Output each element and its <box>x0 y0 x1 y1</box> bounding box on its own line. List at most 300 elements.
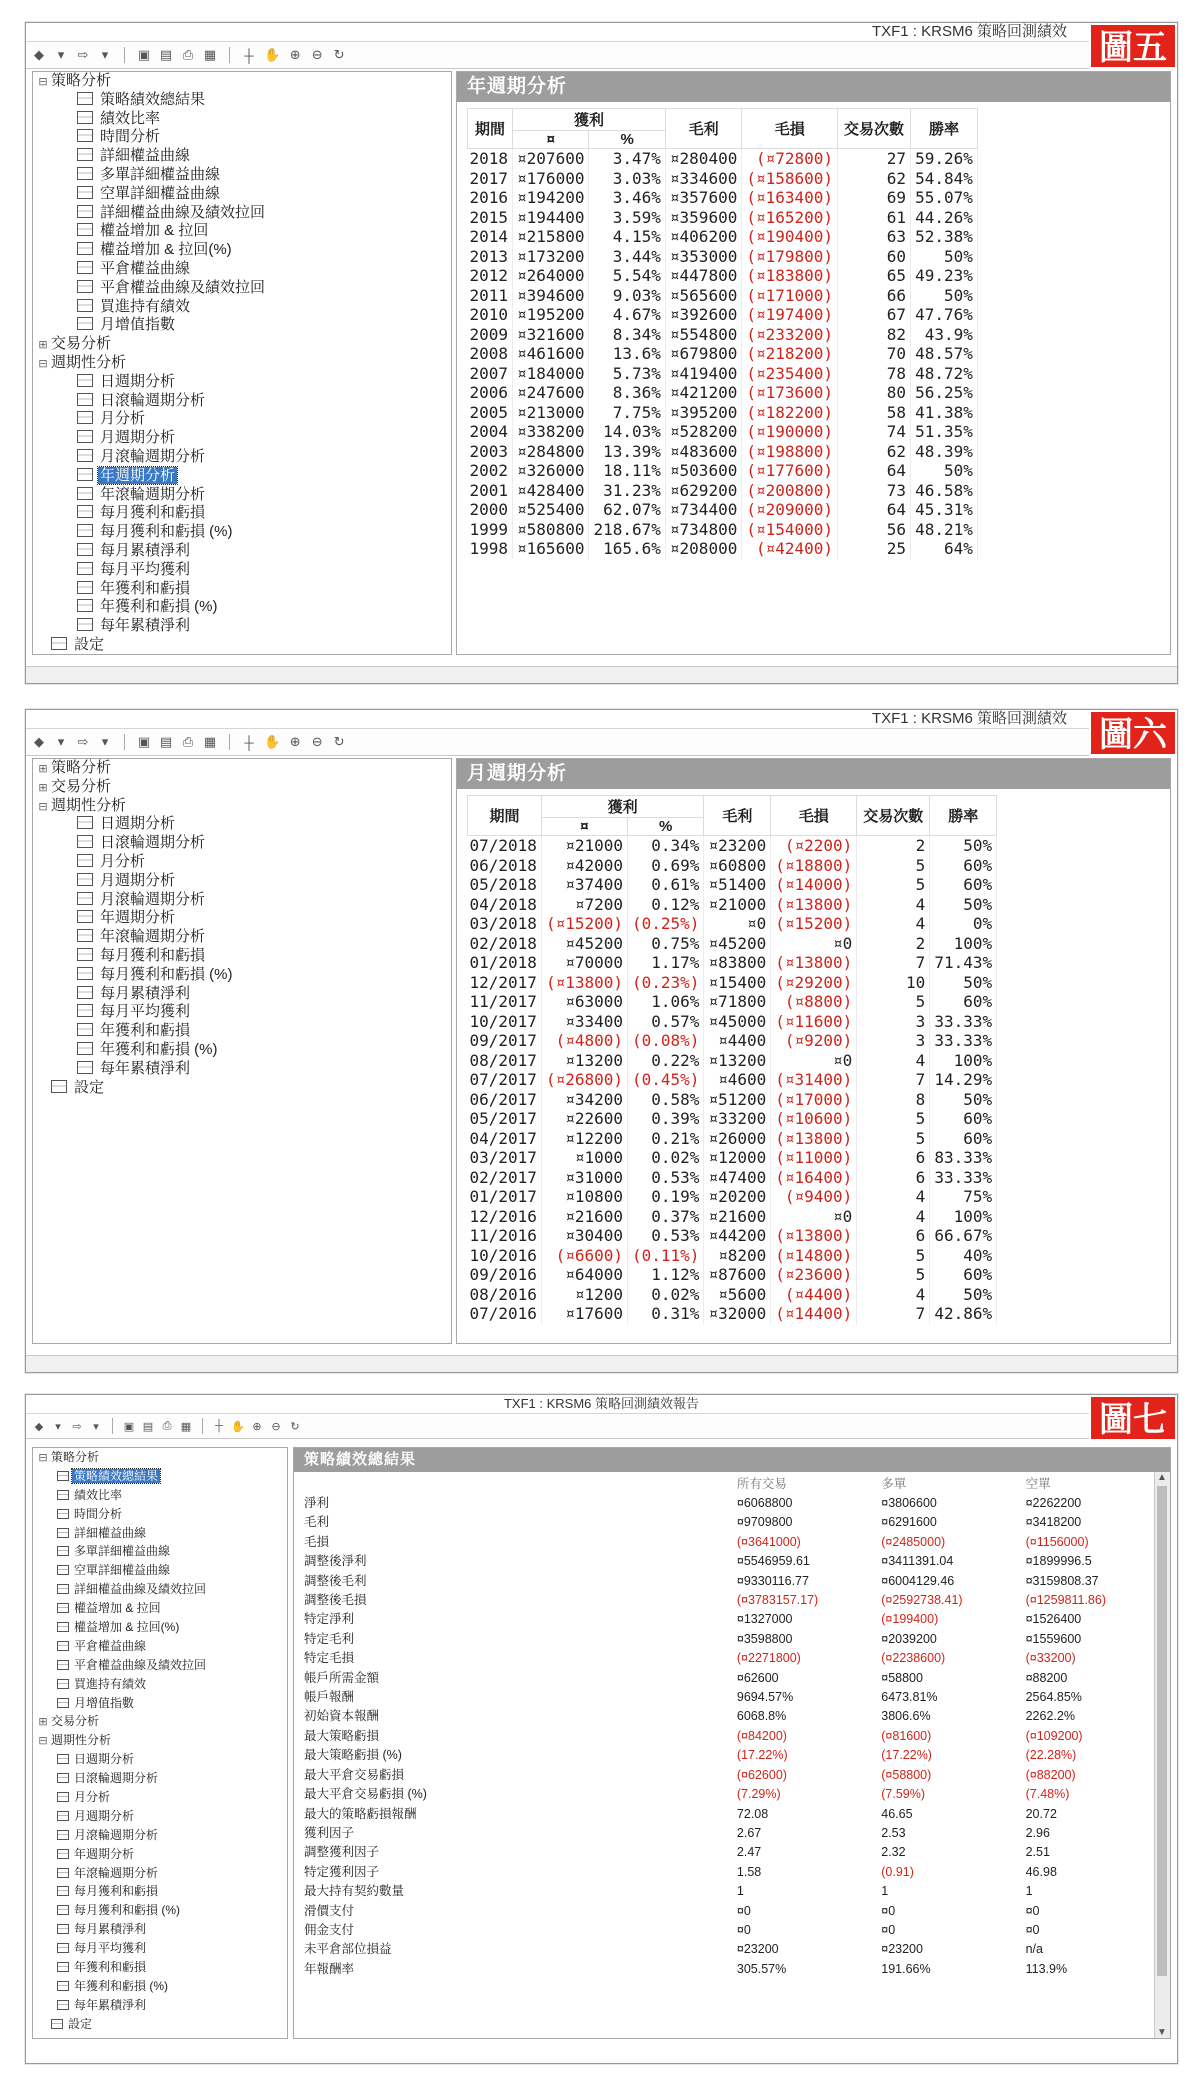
horizontal-scrollbar[interactable] <box>26 1355 1177 1372</box>
tree-item-strategy-5[interactable] <box>33 1561 287 1580</box>
tree-item-strategy-0[interactable] <box>33 1467 287 1486</box>
zoom-in-icon[interactable]: ⊕ <box>289 47 301 62</box>
zoom-out-icon[interactable]: ⊖ <box>271 1420 281 1433</box>
tree-item-strategy-6[interactable] <box>33 1580 287 1599</box>
tree-item-period-1[interactable] <box>33 1769 287 1788</box>
table-row[interactable] <box>468 461 978 481</box>
table-cell: 3 <box>857 1012 930 1032</box>
forward-icon[interactable]: ⇨ <box>77 47 89 62</box>
tree-item-strategy-3[interactable] <box>33 147 451 166</box>
table-row[interactable] <box>468 500 978 520</box>
metric-label: 特定淨利 <box>304 1612 355 1627</box>
table-cell: ¤12000 <box>704 1148 771 1168</box>
tree-item-label: 時間分析 <box>100 128 161 146</box>
metric-value: (17.22%) <box>881 1748 932 1763</box>
print-icon[interactable]: ⎙ <box>182 734 194 749</box>
tree-item-period-0[interactable] <box>33 373 451 392</box>
tree-item-period-7[interactable] <box>33 504 451 523</box>
back-dropdown-icon[interactable]: ▾ <box>57 734 65 749</box>
tree-item-label: 日週期分析 <box>100 815 176 833</box>
summary-table <box>304 1472 1170 1979</box>
table-row[interactable] <box>468 1031 997 1051</box>
metric-value: ¤23200 <box>736 1942 779 1957</box>
tree-item-period-4[interactable] <box>33 1826 287 1845</box>
summary-row[interactable] <box>304 1940 1170 1959</box>
table-row[interactable] <box>468 520 978 540</box>
summary-row[interactable] <box>304 1785 1170 1804</box>
zoom-out-icon[interactable]: ⊖ <box>311 734 323 749</box>
summary-row[interactable] <box>304 1552 1170 1571</box>
table-row[interactable] <box>468 208 978 228</box>
table-row[interactable] <box>468 1090 997 1110</box>
table-cell: 06/2018 <box>468 856 542 876</box>
tree-item-strategy-0[interactable] <box>33 91 451 110</box>
collapse-icon[interactable]: ⊟ <box>38 357 48 370</box>
table-cell: 82 <box>838 325 911 345</box>
tree-item-period-12[interactable] <box>33 1041 451 1060</box>
tree-item-strategy-4[interactable] <box>33 1542 287 1561</box>
tree-item-strategy-5[interactable] <box>33 185 451 204</box>
summary-row[interactable] <box>304 1824 1170 1843</box>
report-icon <box>77 468 93 481</box>
table-cell: 65 <box>838 266 911 286</box>
table-row[interactable] <box>468 875 997 895</box>
back-icon[interactable]: ◆ <box>34 1420 44 1433</box>
scroll-thumb[interactable] <box>1157 1486 1167 1976</box>
table-cell: 27 <box>838 149 911 169</box>
table-cell: 48.21% <box>911 520 978 540</box>
table-row[interactable] <box>468 403 978 423</box>
metric-value: (¤199400) <box>881 1612 939 1627</box>
table-row[interactable] <box>468 286 978 306</box>
tree-item-period-3[interactable] <box>33 1807 287 1826</box>
tree-item-period-13[interactable] <box>33 617 451 636</box>
tree-item-strategy-7[interactable] <box>33 222 451 241</box>
table-row[interactable] <box>468 442 978 462</box>
zoom-out-icon[interactable]: ⊖ <box>311 47 323 62</box>
table-row[interactable] <box>468 1109 997 1129</box>
table-cell: (¤171000) <box>742 286 838 306</box>
tree-item-period-3[interactable] <box>33 872 451 891</box>
crosshair-icon[interactable]: ┼ <box>215 1420 223 1432</box>
summary-row[interactable] <box>304 1533 1170 1552</box>
zoom-in-icon[interactable]: ⊕ <box>289 734 301 749</box>
table-cell: 4.15% <box>589 227 665 247</box>
table-cell: 09/2017 <box>468 1031 542 1051</box>
report-icon <box>57 1471 69 1481</box>
table-row[interactable] <box>468 364 978 384</box>
tree-item-strategy-6[interactable] <box>33 204 451 223</box>
tree-item-period-11[interactable] <box>33 1958 287 1977</box>
tree-item-period-8[interactable] <box>33 1901 287 1920</box>
tree-item-strategy-9[interactable] <box>33 260 451 279</box>
table-cell: ¤428400 <box>513 481 589 501</box>
metric-value: (¤2271800) <box>736 1651 801 1666</box>
crosshair-icon[interactable]: ┼ <box>244 734 254 750</box>
back-icon[interactable]: ◆ <box>34 734 44 749</box>
table-row[interactable] <box>468 856 997 876</box>
table-cell: ¤357600 <box>665 188 741 208</box>
table-row[interactable] <box>468 1012 997 1032</box>
summary-row[interactable] <box>304 1494 1170 1513</box>
table-cell: ¤194400 <box>513 208 589 228</box>
tree-item-period-9[interactable] <box>33 1920 287 1939</box>
table-row[interactable] <box>468 836 997 856</box>
tree-item-period-13[interactable] <box>33 1996 287 2015</box>
table-cell: 0.21% <box>628 1129 704 1149</box>
horizontal-scrollbar[interactable] <box>26 666 1177 683</box>
table-row[interactable] <box>468 1285 997 1305</box>
tree-item-strategy-2[interactable] <box>33 128 451 147</box>
metric-label: 初始資本報酬 <box>304 1709 380 1724</box>
view-icon[interactable]: ▦ <box>203 47 217 62</box>
tree-item-strategy[interactable] <box>33 759 451 778</box>
tree-item-settings[interactable] <box>33 1079 451 1098</box>
hand-icon[interactable]: ✋ <box>264 47 281 62</box>
table-row[interactable] <box>468 1187 997 1207</box>
summary-row[interactable] <box>304 1591 1170 1610</box>
tree-item-label: 平倉權益曲線及績效拉回 <box>74 1657 207 1672</box>
table-row[interactable] <box>468 1070 997 1090</box>
metric-label: 最大策略虧損 (%) <box>304 1748 402 1763</box>
tree-item-period-10[interactable] <box>33 1939 287 1958</box>
tree-item-strategy-9[interactable] <box>33 1637 287 1656</box>
tree-item-period[interactable] <box>33 797 451 816</box>
summary-row[interactable] <box>304 1960 1170 1979</box>
scroll-up-icon[interactable]: ▲ <box>1157 1472 1167 1483</box>
tree-item-strategy-1[interactable] <box>33 110 451 129</box>
save-icon[interactable]: ▣ <box>137 734 151 749</box>
tree-item-period-10[interactable] <box>33 561 451 580</box>
tree-item-strategy-10[interactable] <box>33 1656 287 1675</box>
table-cell: ¤447800 <box>665 266 741 286</box>
tree-item-period-7[interactable] <box>33 1882 287 1901</box>
open-icon[interactable]: ▤ <box>142 1420 154 1433</box>
metric-value: (¤81600) <box>881 1728 932 1743</box>
table-row[interactable] <box>468 953 997 973</box>
table-row[interactable] <box>468 914 997 934</box>
table-row[interactable] <box>468 1246 997 1266</box>
header-row <box>304 1472 1170 1494</box>
table-row[interactable] <box>468 247 978 267</box>
tree-item-period-5[interactable] <box>33 909 451 928</box>
table-cell: 2001 <box>468 481 513 501</box>
table-cell: ¤45000 <box>704 1012 771 1032</box>
tree-item-period[interactable] <box>33 354 451 373</box>
tree-item-strategy-11[interactable] <box>33 1675 287 1694</box>
tree-item-period-11[interactable] <box>33 580 451 599</box>
report-icon <box>77 562 93 575</box>
table-cell: 10/2017 <box>468 1012 542 1032</box>
table-cell: (¤4400) <box>771 1285 857 1305</box>
summary-row[interactable] <box>304 1902 1170 1921</box>
summary-row[interactable] <box>304 1843 1170 1862</box>
summary-row[interactable] <box>304 1805 1170 1824</box>
tree-item-period-2[interactable] <box>33 853 451 872</box>
summary-row[interactable] <box>304 1882 1170 1901</box>
table-cell: 25 <box>838 539 911 559</box>
table-cell: 33.33% <box>930 1012 997 1032</box>
zoom-in-icon[interactable]: ⊕ <box>252 1420 262 1433</box>
tree-item-settings[interactable] <box>33 2015 287 2034</box>
tree-item-strategy[interactable] <box>33 72 451 91</box>
tree-item-strategy-10[interactable] <box>33 279 451 298</box>
tree-item-strategy-1[interactable] <box>33 1486 287 1505</box>
forward-icon[interactable]: ⇨ <box>77 734 89 749</box>
table-row[interactable] <box>468 1148 997 1168</box>
tree-item-period-0[interactable] <box>33 1750 287 1769</box>
table-cell: (¤10600) <box>771 1109 857 1129</box>
table-cell: ¤392600 <box>665 305 741 325</box>
table-cell: ¤33400 <box>541 1012 627 1032</box>
forward-dropdown-icon[interactable]: ▾ <box>101 47 109 62</box>
back-dropdown-icon[interactable]: ▾ <box>55 1420 61 1433</box>
back-icon[interactable]: ◆ <box>34 47 44 62</box>
metric-value: ¤3806600 <box>881 1496 937 1510</box>
tree-item-period-4[interactable] <box>33 448 451 467</box>
table-cell: 07/2018 <box>468 836 542 856</box>
tree-item-strategy-4[interactable] <box>33 166 451 185</box>
tree-item-period-3[interactable] <box>33 429 451 448</box>
window-title: TXF1 : KRSM6 策略回測績效報告 <box>26 1395 1177 1414</box>
tree-item-strategy[interactable] <box>33 1448 287 1467</box>
back-dropdown-icon[interactable]: ▾ <box>57 47 65 62</box>
tree-item-strategy-2[interactable] <box>33 1505 287 1524</box>
tree-item-period-9[interactable] <box>33 542 451 561</box>
hand-icon[interactable]: ✋ <box>231 1420 245 1433</box>
table-cell: ¤13200 <box>704 1051 771 1071</box>
table-row[interactable] <box>468 1207 997 1227</box>
metric-label: 最大平倉交易虧損 <box>304 1767 405 1782</box>
table-row[interactable] <box>468 934 997 954</box>
summary-row[interactable] <box>304 1513 1170 1532</box>
tree-item-period-0[interactable] <box>33 815 451 834</box>
tree-item-period-10[interactable] <box>33 1003 451 1022</box>
table-cell: 1.12% <box>628 1265 704 1285</box>
table-row[interactable] <box>468 169 978 189</box>
table-row[interactable] <box>468 1129 997 1149</box>
tree-item-period-7[interactable] <box>33 947 451 966</box>
tree-item-period-13[interactable] <box>33 1060 451 1079</box>
tree-item-strategy-12[interactable] <box>33 316 451 335</box>
table-cell: (¤197400) <box>742 305 838 325</box>
table-row[interactable] <box>468 1304 997 1324</box>
table-cell: 69 <box>838 188 911 208</box>
table-cell: 4 <box>857 1187 930 1207</box>
refresh-icon[interactable]: ↻ <box>290 1420 300 1433</box>
tree-item-period-4[interactable] <box>33 891 451 910</box>
tree-item-strategy-11[interactable] <box>33 298 451 317</box>
tree-item-period-5[interactable] <box>33 467 451 486</box>
tree-item-period-12[interactable] <box>33 598 451 617</box>
tree-item-label: 權益增加 & 拉回(%) <box>74 1620 180 1635</box>
table-row[interactable] <box>468 973 997 993</box>
metric-value: (7.29%) <box>736 1787 781 1802</box>
metric-label: 特定獲利因子 <box>304 1864 380 1879</box>
table-cell: (¤29200) <box>771 973 857 993</box>
tree-item-label: 權益增加 & 拉回(%) <box>100 241 232 259</box>
summary-row[interactable] <box>304 1630 1170 1649</box>
print-icon[interactable]: ⎙ <box>182 47 194 62</box>
save-icon[interactable]: ▣ <box>137 47 151 62</box>
report-icon <box>57 1603 69 1613</box>
table-row[interactable] <box>468 305 978 325</box>
table-cell: 04/2017 <box>468 1129 542 1149</box>
report-icon <box>57 1792 69 1802</box>
tree-item-period-8[interactable] <box>33 523 451 542</box>
metric-value: (¤1156000) <box>1025 1534 1089 1549</box>
table-cell: 2014 <box>468 227 513 247</box>
report-icon <box>77 948 93 961</box>
table-cell: 3.44% <box>589 247 665 267</box>
tree-item-period-6[interactable] <box>33 928 451 947</box>
refresh-icon[interactable]: ↻ <box>333 734 345 749</box>
table-row[interactable] <box>468 325 978 345</box>
save-icon[interactable]: ▣ <box>123 1420 135 1433</box>
summary-row[interactable] <box>304 1746 1170 1765</box>
report-icon <box>77 374 93 387</box>
table-cell: 02/2018 <box>468 934 542 954</box>
report-icon <box>57 2000 69 2010</box>
tree-item-settings[interactable] <box>33 636 451 655</box>
table-row[interactable] <box>468 344 978 364</box>
view-icon[interactable]: ▦ <box>203 734 217 749</box>
table-cell: 6 <box>857 1148 930 1168</box>
table-cell: ¤194200 <box>513 188 589 208</box>
tree-item-label: 日滾輪週期分析 <box>74 1771 159 1786</box>
forward-dropdown-icon[interactable]: ▾ <box>93 1420 99 1433</box>
table-cell: 60% <box>930 1109 997 1129</box>
summary-row[interactable] <box>304 1649 1170 1668</box>
table-row[interactable] <box>468 149 978 169</box>
report-icon <box>77 524 93 537</box>
crosshair-icon[interactable]: ┼ <box>244 47 254 63</box>
summary-row[interactable] <box>304 1766 1170 1785</box>
table-row[interactable] <box>468 992 997 1012</box>
collapse-icon[interactable]: ⊟ <box>38 1735 48 1748</box>
tree-item-label: 年獲利和虧損 <box>100 579 191 597</box>
table-row[interactable] <box>468 266 978 286</box>
table-cell: 1.17% <box>628 953 704 973</box>
report-icon <box>77 892 93 905</box>
table-row[interactable] <box>468 422 978 442</box>
table-row[interactable] <box>468 539 978 559</box>
metric-value: (0.91) <box>881 1864 914 1879</box>
report-icon <box>57 1943 69 1953</box>
tree-item-period-8[interactable] <box>33 966 451 985</box>
tree-item-period-2[interactable] <box>33 410 451 429</box>
table-row[interactable] <box>468 227 978 247</box>
expand-icon[interactable]: ⊞ <box>38 339 48 352</box>
report-icon <box>77 242 93 255</box>
summary-row[interactable] <box>304 1669 1170 1688</box>
tree-item-label: 設定 <box>68 2016 93 2031</box>
tree-item-period[interactable] <box>33 1731 287 1750</box>
tree-item-period-12[interactable] <box>33 1977 287 1996</box>
tree-item-period-6[interactable] <box>33 486 451 505</box>
table-row[interactable] <box>468 383 978 403</box>
table-row[interactable] <box>468 1051 997 1071</box>
tree-item-period-11[interactable] <box>33 1022 451 1041</box>
col-win-rate: 勝率 <box>911 109 978 149</box>
col-profit: 獲利 <box>541 796 704 818</box>
tree-item-strategy-12[interactable] <box>33 1694 287 1713</box>
open-icon[interactable]: ▤ <box>159 734 173 749</box>
tree-item-trade[interactable] <box>33 335 451 354</box>
table-cell: 0.31% <box>628 1304 704 1324</box>
summary-row[interactable] <box>304 1863 1170 1882</box>
summary-row[interactable] <box>304 1572 1170 1591</box>
table-row[interactable] <box>468 481 978 501</box>
forward-icon[interactable]: ⇨ <box>72 1420 82 1433</box>
summary-row[interactable] <box>304 1688 1170 1707</box>
table-row[interactable] <box>468 895 997 915</box>
summary-row[interactable] <box>304 1707 1170 1726</box>
collapse-icon[interactable]: ⊟ <box>38 76 48 88</box>
summary-row[interactable] <box>304 1610 1170 1629</box>
tree-item-strategy-8[interactable] <box>33 1618 287 1637</box>
summary-row[interactable] <box>304 1921 1170 1940</box>
tree-item-label: 每月獲利和虧損 (%) <box>100 965 233 983</box>
table-row[interactable] <box>468 1168 997 1188</box>
table-cell: 14.29% <box>930 1070 997 1090</box>
tree-item-strategy-7[interactable] <box>33 1599 287 1618</box>
collapse-icon[interactable]: ⊟ <box>38 1452 48 1464</box>
tree-item-period-9[interactable] <box>33 985 451 1004</box>
view-icon[interactable]: ▦ <box>180 1420 192 1433</box>
report-icon <box>57 1509 69 1519</box>
tree-item-strategy-8[interactable] <box>33 241 451 260</box>
open-icon[interactable]: ▤ <box>159 47 173 62</box>
expand-icon[interactable]: ⊞ <box>38 1716 48 1729</box>
metric-value: 2.53 <box>881 1825 906 1840</box>
table-row[interactable] <box>468 188 978 208</box>
print-icon[interactable]: ⎙ <box>162 1419 172 1432</box>
summary-row[interactable] <box>304 1727 1170 1746</box>
table-cell: ¤679800 <box>665 344 741 364</box>
metric-label: 調整後毛利 <box>304 1573 367 1588</box>
toolbar-divider <box>112 1418 113 1434</box>
table-row[interactable] <box>468 1226 997 1246</box>
hand-icon[interactable]: ✋ <box>264 734 281 749</box>
report-icon <box>77 449 93 462</box>
metric-value: ¤0 <box>1025 1922 1040 1937</box>
collapse-icon[interactable]: ⊟ <box>38 800 48 813</box>
table-cell: ¤629200 <box>665 481 741 501</box>
refresh-icon[interactable]: ↻ <box>333 47 345 62</box>
table-cell: 60% <box>930 992 997 1012</box>
forward-dropdown-icon[interactable]: ▾ <box>101 734 109 749</box>
tree-item-period-1[interactable] <box>33 834 451 853</box>
expand-icon[interactable]: ⊞ <box>38 763 48 775</box>
tree-item-period-1[interactable] <box>33 392 451 411</box>
tree-item-strategy-3[interactable] <box>33 1524 287 1543</box>
table-cell: 4 <box>857 1207 930 1227</box>
tree-item-trade[interactable] <box>33 778 451 797</box>
table-cell: 2008 <box>468 344 513 364</box>
table-row[interactable] <box>468 1265 997 1285</box>
tree-item-period-5[interactable] <box>33 1845 287 1864</box>
tree-item-period-2[interactable] <box>33 1788 287 1807</box>
scroll-down-icon[interactable]: ▼ <box>1157 2027 1167 2038</box>
vertical-scrollbar[interactable] <box>1154 1472 1170 2038</box>
report-icon <box>57 1773 69 1783</box>
tree-item-period-6[interactable] <box>33 1864 287 1883</box>
tree-item-trade[interactable] <box>33 1712 287 1731</box>
report-icon <box>77 223 93 236</box>
report-icon <box>77 910 93 923</box>
expand-icon[interactable]: ⊞ <box>38 781 48 794</box>
